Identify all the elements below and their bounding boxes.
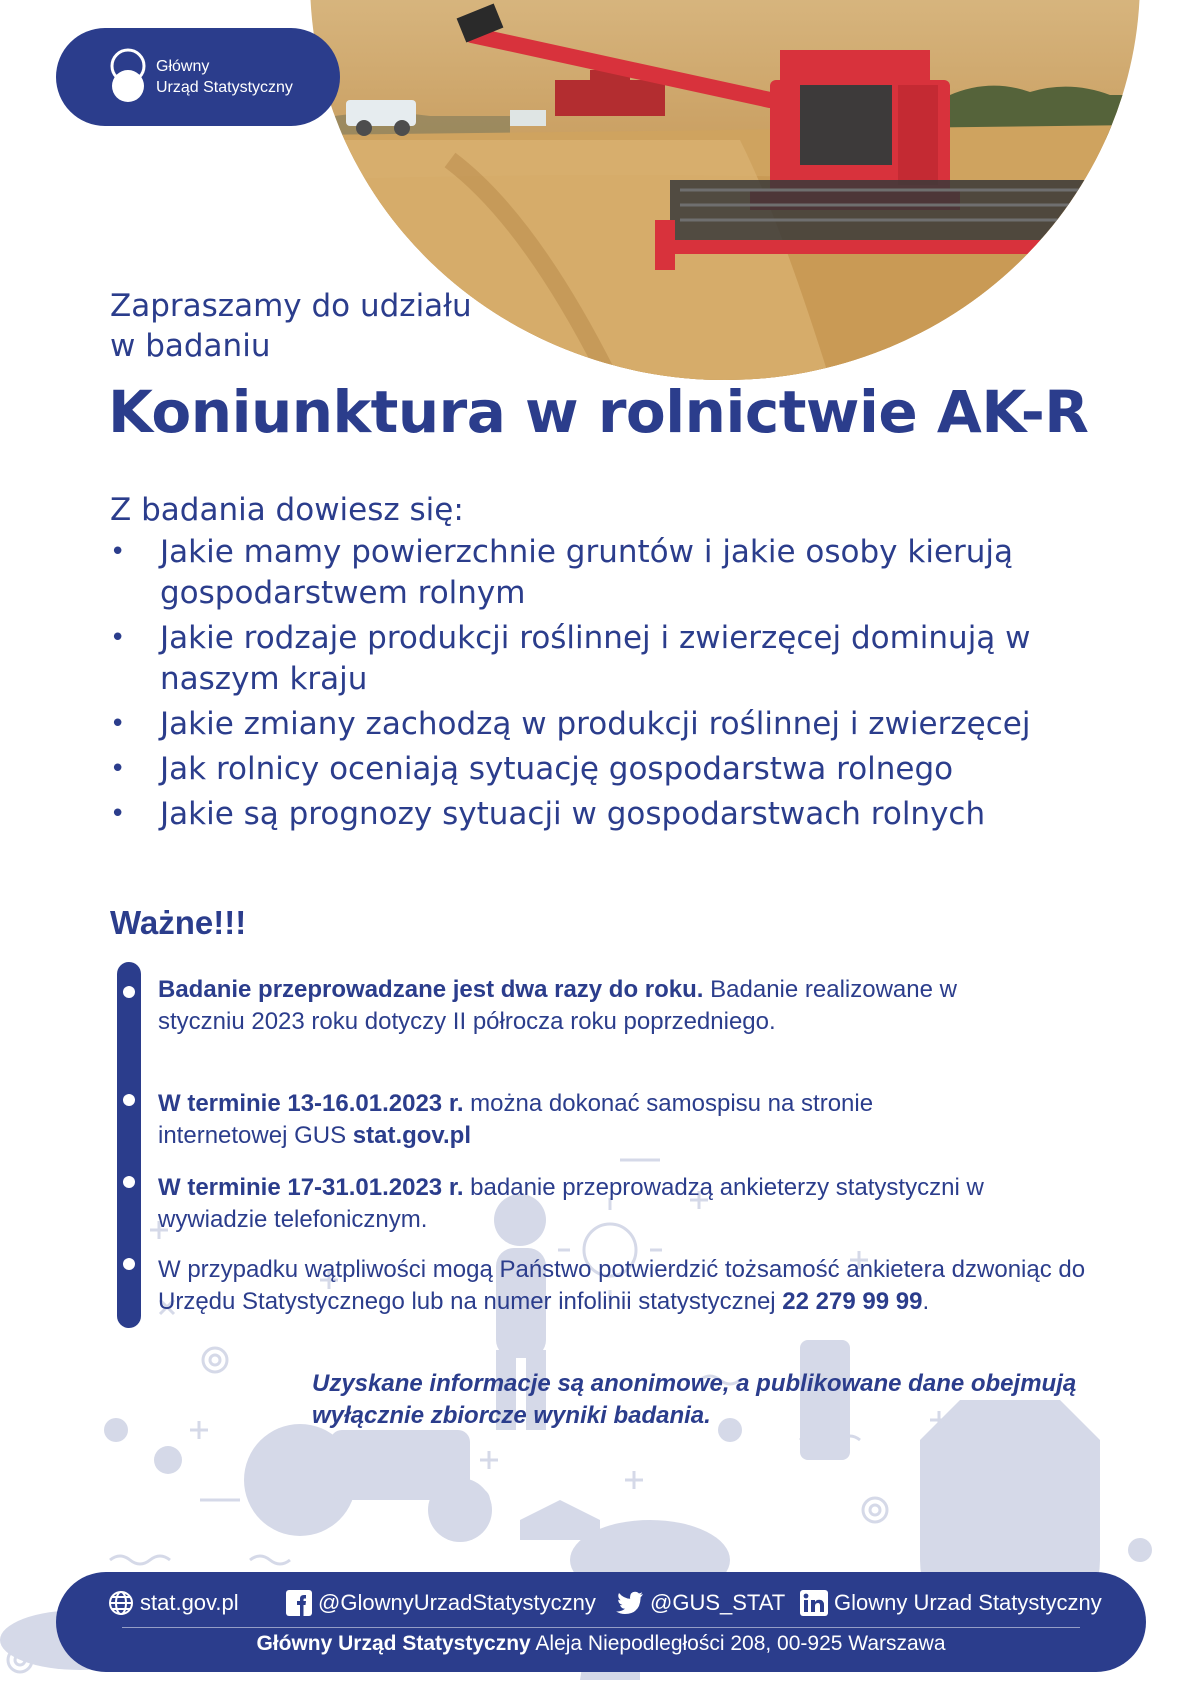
learn-list (110, 532, 1070, 839)
important-item (158, 1088, 958, 1152)
footer-website-text: stat.gov.pl (140, 1590, 239, 1615)
footer-facebook-text: @GlownyUrzadStatystyczny (318, 1590, 596, 1615)
important-item-bold: Badanie przeprowadzane jest dwa razy do roku. (158, 976, 704, 1003)
important-item-text: można dokonać samospisu na stronie internetowej GUS (158, 1090, 874, 1149)
important-item-bold: W terminie 13-16.01.2023 r. (158, 1090, 464, 1117)
footer-divider (122, 1627, 1080, 1628)
twitter-icon (616, 1591, 644, 1615)
intro-text (110, 286, 530, 366)
timeline-dot (123, 986, 135, 998)
learn-item: • Jakie rodzaje produkcji roślinnej i zwierzęcej dominują w naszym kraju (110, 618, 1070, 700)
anonymous-note: Uzyskane informacje są anonimowe, a publikowane dane obejmują wyłącznie zbiorcze wyniki badania. (312, 1370, 1077, 1429)
footer-address (56, 1632, 1146, 1656)
hotline-number[interactable]: 22 279 99 99 (782, 1288, 923, 1315)
footer-bar (56, 1572, 1146, 1672)
logo-line1: Główny (156, 58, 210, 75)
footer-linkedin[interactable] (800, 1588, 1102, 1618)
important-item-tail: . (922, 1288, 930, 1315)
timeline-bar (117, 962, 141, 1328)
logo-text (156, 56, 293, 98)
timeline-dot (123, 1094, 135, 1106)
facebook-icon (286, 1590, 312, 1616)
timeline-dot (123, 1258, 135, 1270)
gus-logo-icon (108, 46, 148, 110)
footer-facebook[interactable] (286, 1588, 596, 1618)
linkedin-icon (800, 1590, 828, 1616)
important-item-text: W przypadku wątpliwości mogą Państwo potwierdzić tożsamość ankietera dzwoniąc do Urzędu Statystycznego lub na numer infolinii statystycznej (158, 1256, 1086, 1315)
gus-logo[interactable] (56, 28, 340, 126)
learn-item: • Jakie są prognozy sytuacji w gospodarstwach rolnych (110, 794, 1070, 835)
footer-linkedin-text: Glowny Urzad Statystyczny (834, 1590, 1102, 1615)
intro-line2: w badaniu (110, 328, 271, 364)
footer-twitter-text: @GUS_STAT (650, 1590, 786, 1615)
important-heading: Ważne!!! (110, 904, 247, 941)
globe-icon (108, 1590, 134, 1616)
logo-line2: Urząd Statystyczny (156, 79, 293, 96)
important-item-bold: W terminie 17-31.01.2023 r. (158, 1174, 464, 1201)
page-title: Koniunktura w rolnictwie AK-R (108, 378, 1089, 446)
learn-item: • Jakie zmiany zachodzą w produkcji roślinnej i zwierzęcej (110, 704, 1070, 745)
learn-item: • Jakie mamy powierzchnie gruntów i jakie osoby kierują gospodarstwem rolnym (110, 532, 1070, 614)
website-link[interactable]: stat.gov.pl (352, 1122, 471, 1149)
important-item-text: badanie przeprowadzą ankieterzy statystyczni w wywiadzie telefonicznym. (158, 1174, 984, 1233)
footer-address-text: Aleja Niepodległości 208, 00-925 Warszawa (530, 1632, 946, 1655)
footer-org-name: Główny Urząd Statystyczny (256, 1632, 531, 1655)
important-item (158, 974, 998, 1038)
important-item (158, 1254, 1148, 1318)
intro-line1: Zapraszamy do udziału (110, 288, 472, 324)
learn-item: • Jak rolnicy oceniają sytuację gospodarstwa rolnego (110, 749, 1070, 790)
timeline-dot (123, 1176, 135, 1188)
important-item-text: Badanie realizowane w styczniu 2023 roku dotyczy II półrocza roku poprzedniego. (158, 976, 957, 1035)
footer-twitter[interactable] (616, 1588, 785, 1618)
footer-website[interactable] (108, 1588, 239, 1618)
learn-heading: Z badania dowiesz się: (110, 492, 464, 528)
important-item (158, 1172, 1018, 1236)
